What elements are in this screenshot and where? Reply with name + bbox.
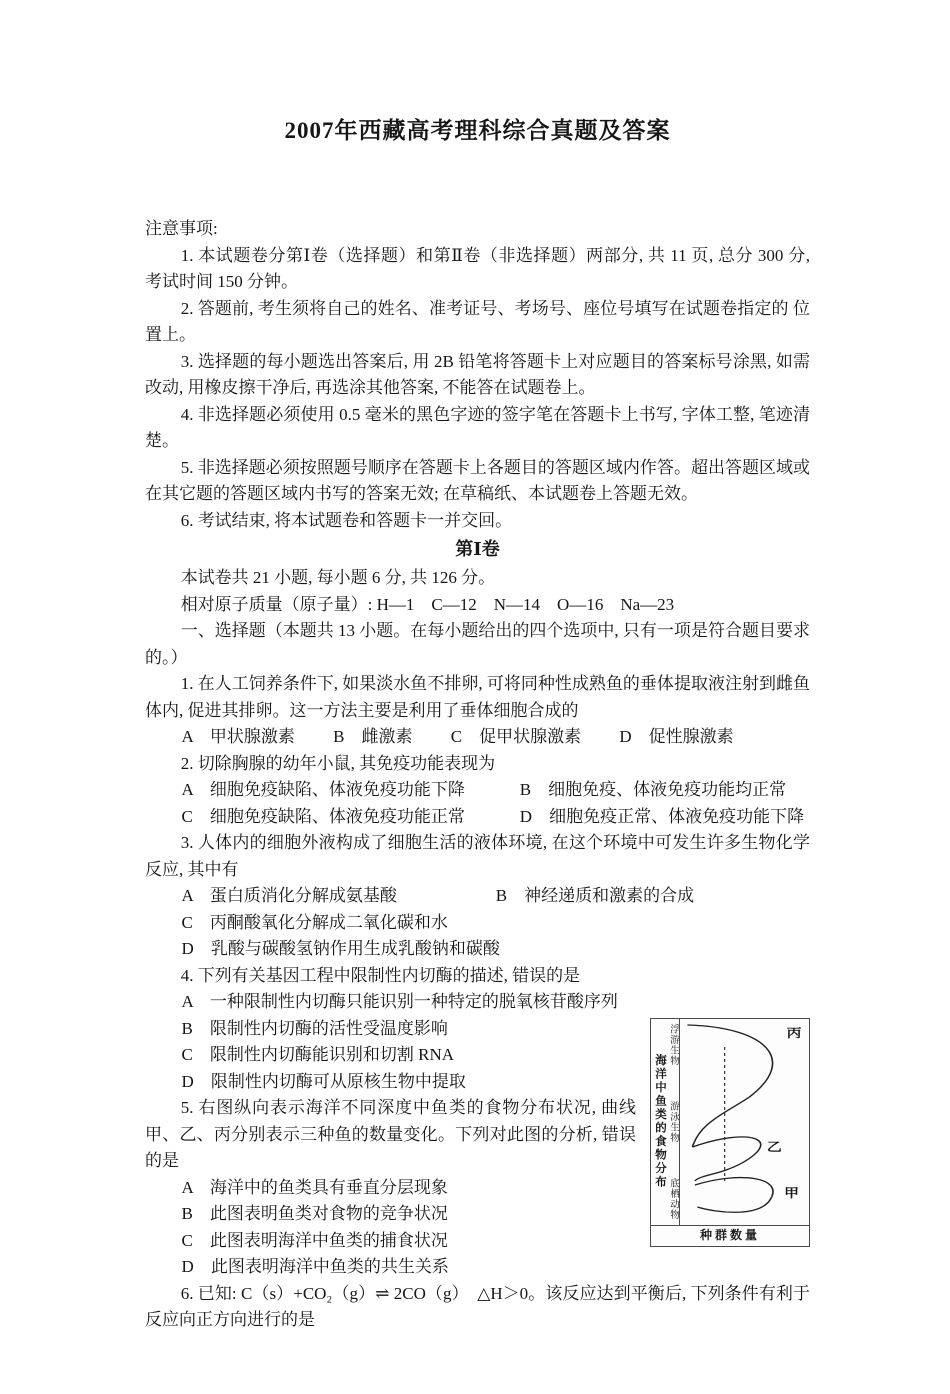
section-intro-1: 本试卷共 21 小题, 每小题 6 分, 共 126 分。 <box>180 568 496 587</box>
curve-jia <box>695 1177 773 1212</box>
q3-option-a: A 蛋白质消化分解成氨基酸 <box>181 886 397 905</box>
q5-stem: 5. 右图纵向表示海洋不同深度中鱼类的食物分布状况, 曲线甲、乙、丙分别表示三种鱼的数量变化。下列对此图的分析, 错误的是 <box>145 1098 636 1170</box>
q3-options-row2 <box>145 910 810 963</box>
q3-option-d: D 乳酸与碳酸氢钠作用生成乳酸钠和碳酸 <box>181 939 500 958</box>
curve-yi <box>692 1136 760 1180</box>
figure-x-axis-label: 种群数量 <box>651 1225 809 1246</box>
section-intro-2: 相对原子质量（原子量）: H—1 C—12 N—14 O—16 Na—23 <box>180 594 675 614</box>
q6-stem: 6. 已知: C（s）+CO₂（g）⇌ 2CO（g） △H＞0。该反应达到平衡后, 下列条件有利于反应向正方向进行的是 <box>145 1283 810 1329</box>
q1-option-b: B 雌激素 <box>333 727 413 746</box>
zone-label-middle: 游泳生物 <box>668 1100 678 1143</box>
curve-label-yi: 乙 <box>766 1139 782 1154</box>
notice-item-6: 6. 考试结束, 将本试题卷和答题卡一并交回。 <box>180 510 513 530</box>
figure-zone-labels <box>667 1022 678 1222</box>
q4-option-b: B 限制性内切酶的活性受温度影响 <box>181 1018 448 1038</box>
notice-heading: 注意事项: <box>145 219 218 238</box>
notice-item-5: 5. 非选择题必须按照题号顺序在答题卡上各题目的答题区域内作答。超出答题区域或在其它题的答题区域内书写的答案无效; 在草稿纸、本试题卷上答题无效。 <box>145 457 810 503</box>
q2-options-row1 <box>145 777 810 804</box>
q3-option-b: B 神经递质和激素的合成 <box>495 886 695 905</box>
notice-section <box>145 216 810 534</box>
curve-bing <box>687 1025 772 1147</box>
q1-option-d: D 促性腺激素 <box>619 727 734 746</box>
q1-option-a: A 甲状腺激素 <box>181 727 295 746</box>
q5-option-d: D 此图表明海洋中鱼类的共生关系 <box>181 1257 449 1276</box>
q3-options-row1 <box>145 883 810 910</box>
zone-label-bottom: 底栖动物 <box>668 1177 678 1220</box>
q4-option-a: A 一种限制性内切酶只能识别一种特定的脱氧核苷酸序列 <box>181 992 618 1011</box>
q5-option-b: B 此图表明鱼类对食物的竞争状况 <box>181 1204 448 1223</box>
q4-option-c: C 限制性内切酶能识别和切割 RNA <box>181 1045 455 1064</box>
q2-stem: 2. 切除胸腺的幼年小鼠, 其免疫功能表现为 <box>180 753 496 773</box>
q1-stem: 1. 在人工饲养条件下, 如果淡水鱼不排卵, 可将同种性成熟鱼的垂体提取液注射到雌鱼体内, 促进其排卵。这一方法主要是利用了垂体细胞合成的 <box>145 674 810 720</box>
curve-label-jia: 甲 <box>784 1185 800 1200</box>
q2-option-b: B 细胞免疫、体液免疫功能均正常 <box>519 780 787 799</box>
q4-stem: 4. 下列有关基因工程中限制性内切酶的描述, 错误的是 <box>180 965 581 985</box>
zone-label-top: 浮游生物 <box>668 1023 678 1066</box>
q2-options-row2 <box>145 804 810 831</box>
q3-option-c: C 丙酮酸氧化分解成二氧化碳和水 <box>181 912 448 932</box>
q1-option-c: C 促甲状腺激素 <box>450 727 582 746</box>
notice-item-1: 1. 本试题卷分第Ⅰ卷（选择题）和第Ⅱ卷（非选择题）两部分, 共 11 页, 总分 300 分, 考试时间 150 分钟。 <box>145 245 810 291</box>
q2-option-a: A 细胞免疫缺陷、体液免疫功能下降 <box>181 780 465 799</box>
figure-svg <box>680 1019 809 1225</box>
q2-option-d: D 细胞免疫正常、体液免疫功能下降 <box>519 806 805 826</box>
q5-option-a: A 海洋中的鱼类具有垂直分层现象 <box>181 1177 448 1197</box>
notice-item-2: 2. 答题前, 考生须将自己的姓名、准考证号、考场号、座位号填写在试题卷指定的 位置上。 <box>145 298 810 344</box>
question5-figure <box>650 1018 810 1247</box>
figure-curves <box>680 1019 809 1225</box>
figure-plot-area <box>651 1019 809 1225</box>
q5-option-c: C 此图表明海洋中鱼类的捕食状况 <box>181 1230 448 1250</box>
figure-y-axis <box>651 1019 680 1225</box>
q2-option-c: C 细胞免疫缺陷、体液免疫功能正常 <box>181 806 465 826</box>
curve-label-bing: 丙 <box>786 1025 802 1040</box>
q3-stem: 3. 人体内的细胞外液构成了细胞生活的液体环境, 在这个环境中可发生许多生物化学反应, 其中有 <box>145 833 810 879</box>
q1-options <box>145 724 810 751</box>
section-heading: 第Ⅰ卷 <box>455 539 500 559</box>
notice-item-3: 3. 选择题的每小题选出答案后, 用 2B 铅笔将答题卡上对应题目的答案标号涂黑, 如需改动, 用橡皮擦干净后, 再选涂其他答案, 不能答在试题卷上。 <box>145 351 810 397</box>
section-intro-3: 一、选择题（本题共 13 小题。在每小题给出的四个选项中, 只有一项是符合题目要求的。） <box>145 621 810 667</box>
notice-item-4: 4. 非选择题必须使用 0.5 毫米的黑色字迹的签字笔在答题卡上书写, 字体工整, 笔迹清楚。 <box>145 404 810 450</box>
page-title: 2007年西藏高考理科综合真题及答案 <box>284 118 671 143</box>
q4-option-d: D 限制性内切酶可从原核生物中提取 <box>181 1071 466 1091</box>
figure-y-axis-label: 海洋中鱼类的食物分布 <box>654 1054 666 1189</box>
